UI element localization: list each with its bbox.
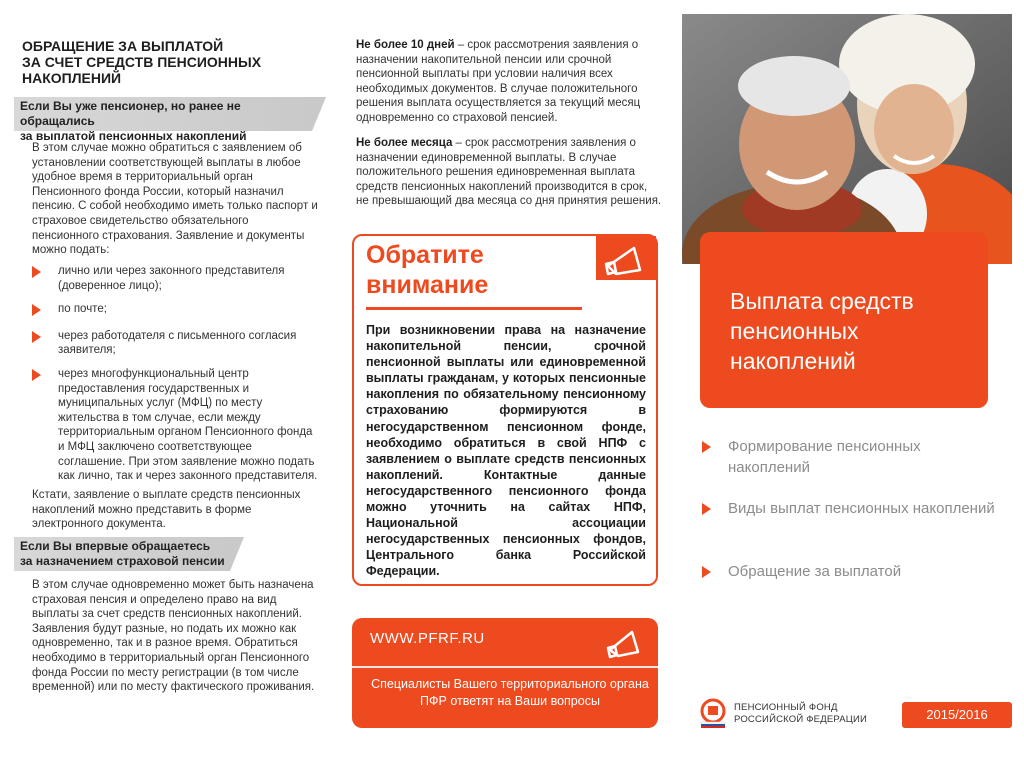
- year-label: 2015/2016: [926, 707, 988, 722]
- megaphone-icon: [600, 620, 650, 664]
- elderly-couple-photo: [682, 14, 1012, 264]
- arrow-bullet-icon: [702, 566, 711, 578]
- toc-item: [702, 498, 1002, 519]
- pfr-logo-icon: [698, 698, 728, 728]
- organization-name: ПЕНСИОННЫЙ ФОНД РОССИЙСКОЙ ФЕДЕРАЦИИ: [734, 702, 868, 725]
- toc-item: [702, 561, 1002, 582]
- list-item-text: через многофункциональный центр предоставления государственных и муниципальных услуг (МФЦ) по месту жительства в том случае, если между территориальным органом Пенсионного фонда и МФЦ заключено соответствующее соглашение. При этом заявление можно подать как лично, так и через законного представителя.: [58, 367, 318, 483]
- section-header-first-time-label: Если Вы впервые обращаетесь за назначением страховой пенсии: [20, 539, 225, 568]
- section-header-first-time: [14, 537, 230, 571]
- term-1-month-label: Не более месяца: [356, 137, 453, 149]
- website-divider: [352, 666, 658, 668]
- attention-divider: [366, 307, 582, 310]
- term-10-days: [356, 38, 662, 126]
- section-header-pensioner-label: Если Вы уже пенсионер, но ранее не обращались за выплатой пенсионных накоплений: [20, 99, 247, 143]
- attention-text-part1: При возникновении права на назначение накопительной пенсии, срочной пенсионной выплаты или единовременной выплаты гражданам, у которых пенсионные накопления по обязательному пенсионному страхованию формируются в негосударственном пенсионном фонде, необходимо обратиться: [366, 323, 646, 450]
- electronic-document-note: Кстати, заявление о выплате средств пенсионных накоплений можно представить в форме электронного документа.: [32, 489, 301, 531]
- arrow-bullet-icon: [702, 503, 711, 515]
- list-item: [32, 367, 322, 484]
- attention-text: [366, 322, 646, 580]
- section-header-pensioner: [14, 97, 312, 143]
- list-item-text: через работодателя с письменного согласия заявителя;: [58, 329, 297, 357]
- section1-intro: В этом случае можно обратиться с заявлением об установлении соответствующей выплаты в любое удобное время в территориальный орган Пенсионного фонда России, который назначил пенсию. С собой необходимо иметь только паспорт и страховое свидетельство обязательного пенсионного страхования. Заявление и документы можно подать:: [32, 142, 318, 257]
- list-item: [32, 329, 322, 358]
- toc-item-label: Формирование пенсионных накоплений: [728, 438, 921, 476]
- term-1-month: [356, 136, 662, 209]
- list-item-text: по почте;: [58, 303, 107, 316]
- megaphone-icon: [596, 236, 656, 280]
- section-title: ОБРАЩЕНИЕ ЗА ВЫПЛАТОЙ ЗА СЧЕТ СРЕДСТВ ПЕНСИОННЫХ НАКОПЛЕНИЙ: [22, 38, 262, 86]
- term-1-month-text: – срок рассмотрения заявления о назначении единовременной выплаты. В случае положительного решения единовременная выплата средств пенсионных накоплений производится в срок, не превышающий два месяца со дня принятия решения.: [356, 137, 662, 208]
- term-10-days-text: – срок рассмотрения заявления о назначении накопительной пенсии или срочной пенсионной выплаты при условии наличия всех необходимых документов. В случае положительного решения выплата осуществляется за текущий месяц одновременно со страховой пенсией.: [356, 39, 641, 124]
- list-item: [32, 264, 322, 293]
- arrow-bullet-icon: [32, 304, 41, 316]
- attention-text-part2: с заявлением о выплате средств пенсионных накоплений. Контактные данные негосударственного пенсионного фонда можно уточнить на сайтах НПФ, Национальной ассоциации негосударственных пенсионных фондов, Центрального банка Российской Федерации.: [366, 435, 646, 579]
- toc-item-label: Обращение за выплатой: [728, 563, 902, 580]
- submission-methods-list: [32, 264, 322, 484]
- arrow-bullet-icon: [702, 441, 711, 453]
- arrow-bullet-icon: [32, 369, 41, 381]
- section2-text: В этом случае одновременно может быть назначена страховая пенсия и определено право на вид выплаты за счет средств пенсионных накоплений. Заявления будут разные, но подать их можно как одновременно, так и в разное время. Обратиться необходимо в территориальный орган Пенсионного фонда России по месту регистрации (в том числе временной) или по месту фактического проживания.: [32, 579, 315, 694]
- website-link[interactable]: WWW.PFRF.RU: [370, 630, 485, 647]
- brochure-title: Выплата средств пенсионных накоплений: [730, 288, 914, 374]
- website-note: Специалисты Вашего территориального органа ПФР ответят на Ваши вопросы: [371, 677, 649, 708]
- toc-item: [702, 436, 1002, 478]
- arrow-bullet-icon: [32, 331, 41, 343]
- attention-title: Обратите внимание: [366, 241, 489, 299]
- term-10-days-label: Не более 10 дней: [356, 39, 455, 51]
- arrow-bullet-icon: [32, 266, 41, 278]
- toc-item-label: Виды выплат пенсионных накоплений: [728, 500, 995, 517]
- list-item: [32, 302, 322, 317]
- list-item-text: лично или через законного представителя (доверенное лицо);: [58, 265, 285, 292]
- attention-text-bold: в свой НПФ: [537, 435, 628, 450]
